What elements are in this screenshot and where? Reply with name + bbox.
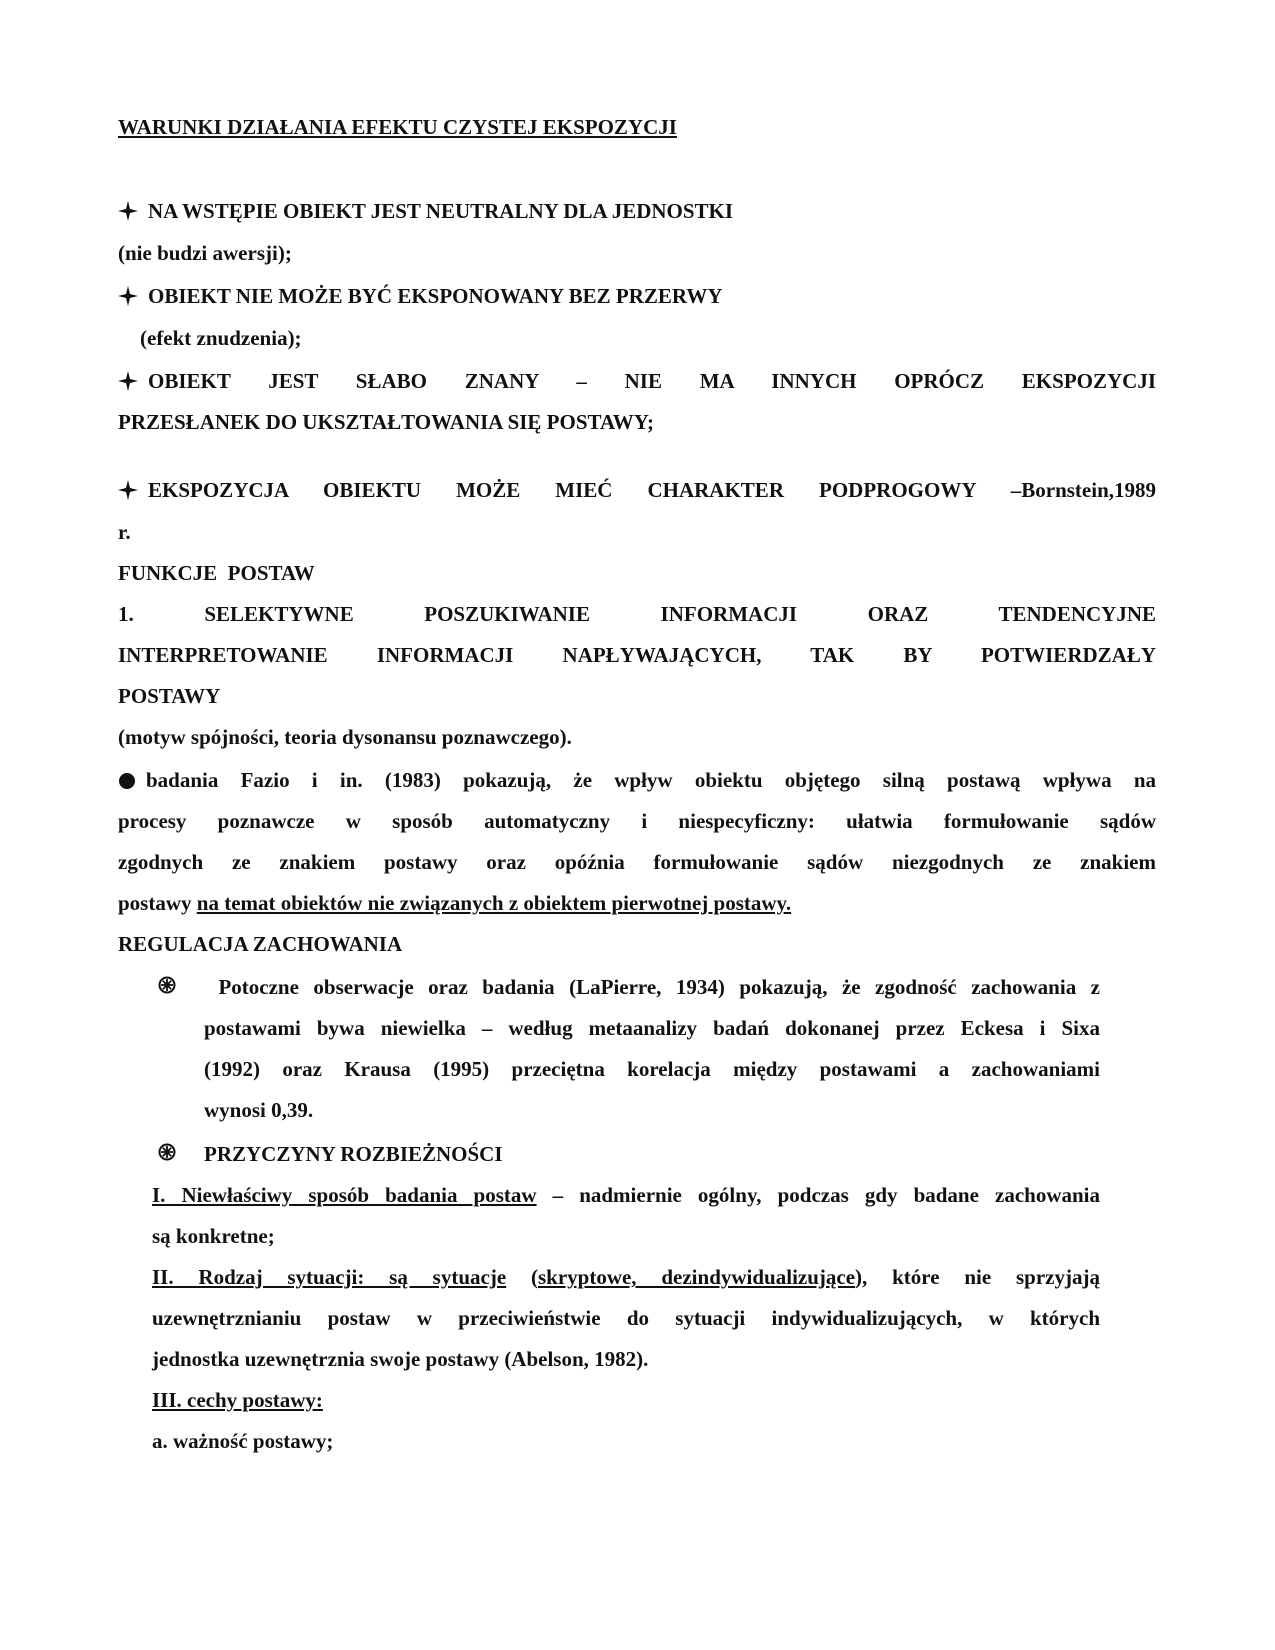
reason1-rest: – nadmiernie ogólny, podczas gdy badane zachowania xyxy=(536,1183,1100,1207)
regulacja-heading: REGULACJA ZACHOWANIA xyxy=(118,932,403,956)
fazio-line1 xyxy=(118,767,1156,793)
condition-3-text-line2: PRZESŁANEK DO UKSZTAŁTOWANIA SIĘ POSTAWY; xyxy=(118,410,655,434)
reason1-line1 xyxy=(152,1182,1100,1208)
four-point-star-icon xyxy=(118,480,138,500)
condition-4-text-line2: r. xyxy=(118,520,131,544)
potoczne-line1: Potoczne obserwacje oraz badania (LaPierre, 1934) pokazują, że zgodność zachowania z xyxy=(204,975,1100,999)
condition-2 xyxy=(118,283,723,309)
fazio-line2: procesy poznawcze w sposób automatyczny i niespecyficzny: ułatwia formułowanie sądów xyxy=(118,809,1156,833)
potoczne-line3: (1992) oraz Krausa (1995) przeciętna korelacja między postawami a zachowaniami xyxy=(204,1057,1100,1081)
four-point-star-icon xyxy=(118,286,138,306)
item1-line1: 1. SELEKTYWNE POSZUKIWANIE INFORMACJI ORAZ TENDENCYJNE xyxy=(118,602,1156,626)
potoczne-line4: wynosi 0,39. xyxy=(204,1098,314,1122)
four-point-star-icon xyxy=(118,201,138,221)
reason2-mid-2: ), które nie sprzyjają xyxy=(855,1265,1100,1289)
condition-2-text: OBIEKT NIE MOŻE BYĆ EKSPONOWANY BEZ PRZERWY xyxy=(148,284,723,308)
condition-4 xyxy=(118,477,1156,503)
condition-1-note: (nie budzi awersji); xyxy=(118,241,292,265)
reason3-item-a: a. ważność postawy; xyxy=(152,1429,334,1453)
condition-1 xyxy=(118,198,733,224)
circled-asterisk-bullet-icon xyxy=(158,1143,176,1161)
item1-line3: POSTAWY xyxy=(118,684,221,708)
condition-1-text: NA WSTĘPIE OBIEKT JEST NEUTRALNY DLA JEDNOSTKI xyxy=(148,199,734,223)
reason2-line3: jednostka uzewnętrznia swoje postawy (Abelson, 1982). xyxy=(152,1347,649,1371)
condition-3 xyxy=(118,368,1156,394)
condition-3-text-line1: OBIEKT JEST SŁABO ZNANY – NIE MA INNYCH OPRÓCZ EKSPOZYCJI xyxy=(148,369,1156,393)
reason3-heading: III. cechy postawy: xyxy=(152,1388,323,1412)
four-point-star-icon xyxy=(118,371,138,391)
item1-line2: INTERPRETOWANIE INFORMACJI NAPŁYWAJĄCYCH, TAK BY POTWIERDZAŁY xyxy=(118,643,1156,667)
fazio-line4-underlined: na temat obiektów nie związanych z obiektem pierwotnej postawy. xyxy=(196,891,792,915)
potoczne-line2: postawami bywa niewielka – według metaanalizy badań dokonanej przez Eckesa i Sixa xyxy=(204,1016,1100,1040)
fazio-line1-text: badania Fazio i in. (1983) pokazują, że wpływ obiektu objętego silną postawą wpływa na xyxy=(146,768,1156,792)
potoczne-bullet xyxy=(158,974,176,1000)
reason1-line2: są konkretne; xyxy=(152,1224,275,1248)
reason2-underlined-1: II. Rodzaj sytuacji: są sytuacje xyxy=(152,1265,507,1289)
condition-2-note: (efekt znudzenia); xyxy=(140,326,302,350)
circled-asterisk-bullet-icon xyxy=(158,976,176,994)
reason1-underlined: I. Niewłaściwy sposób badania postaw xyxy=(152,1183,537,1207)
reason2-underlined-2: skryptowe, dezindywidualizujące xyxy=(537,1265,856,1289)
black-circle-bullet-icon xyxy=(118,772,136,790)
funkcje-heading: FUNKCJE POSTAW xyxy=(118,561,315,585)
przyczyny-heading: PRZYCZYNY ROZBIEŻNOŚCI xyxy=(204,1142,503,1166)
fazio-line4-plain: postawy xyxy=(118,891,197,915)
reason2-line2: uzewnętrznianiu postaw w przeciwieństwie do sytuacji indywidualizujących, w których xyxy=(152,1306,1100,1330)
page-title: WARUNKI DZIAŁANIA EFEKTU CZYSTEJ EKSPOZYCJI xyxy=(118,115,677,139)
przyczyny-bullet xyxy=(158,1141,176,1167)
condition-4-text-line1: EKSPOZYCJA OBIEKTU MOŻE MIEĆ CHARAKTER PODPROGOWY –Bornstein,1989 xyxy=(148,478,1156,502)
fazio-line4 xyxy=(118,890,791,916)
reason2-mid-1: ( xyxy=(506,1265,538,1289)
reason2-line1 xyxy=(152,1264,1100,1290)
fazio-line3: zgodnych ze znakiem postawy oraz opóźnia formułowanie sądów niezgodnych ze znakiem xyxy=(118,850,1156,874)
item1-line4: (motyw spójności, teoria dysonansu poznawczego). xyxy=(118,725,572,749)
